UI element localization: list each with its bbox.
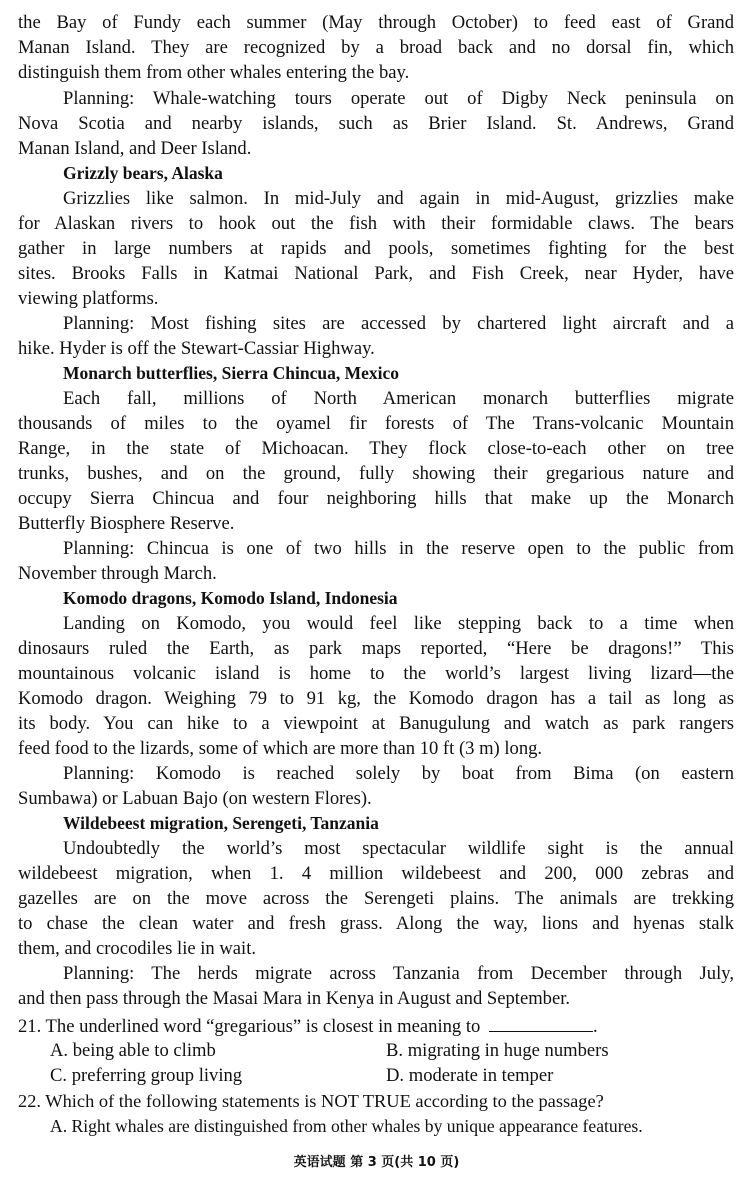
passage-line: Manan Island. They are recognized by a broad back and no dorsal fin, which [18,37,734,58]
option-21-a: A. being able to climb [50,1040,216,1061]
planning-line: Planning: Most fishing sites are accessed by chartered light aircraft and a [63,313,734,334]
passage-line: the Bay of Fundy each summer (May through October) to feed east of Grand [18,12,734,33]
section-heading: Grizzly bears, Alaska [63,163,223,183]
planning-line: Sumbawa) or Labuan Bajo (on western Flores). [18,788,372,809]
planning-line: hike. Hyder is off the Stewart-Cassiar Highway. [18,338,375,359]
passage-line: for Alaskan rivers to hook out the fish with their formidable claws. The bears [18,213,734,234]
planning-line: Nova Scotia and nearby islands, such as Brier Island. St. Andrews, Grand [18,113,734,134]
passage-line: Each fall, millions of North American monarch butterflies migrate [63,388,734,409]
question-22-stem: 22. Which of the following statements is NOT TRUE according to the passage? [18,1091,604,1111]
passage-line: thousands of miles to the oyamel fir forests of The Trans-volcanic Mountain [18,413,734,434]
planning-line: Planning: The herds migrate across Tanzania from December through July, [63,963,734,984]
planning-line: Manan Island, and Deer Island. [18,138,252,159]
planning-line: Planning: Komodo is reached solely by boat from Bima (on eastern [63,763,734,784]
passage-line: wildebeest migration, when 1. 4 million wildebeest and 200, 000 zebras and [18,863,734,884]
question-21-end: . [592,1016,598,1037]
passage-line: viewing platforms. [18,288,159,309]
passage-line: occupy Sierra Chincua and four neighboring hills that make up the Monarch [18,488,734,509]
passage-line: dinosaurs ruled the Earth, as park maps reported, “Here be dragons!” This [18,638,734,659]
option-21-d: D. moderate in temper [386,1065,554,1086]
option-21-b: B. migrating in huge numbers [386,1040,609,1061]
question-21-text: 21. The underlined word “gregarious” is closest in meaning to [18,1016,481,1037]
passage-line: sites. Brooks Falls in Katmai National Park, and Fish Creek, near Hyder, have [18,263,734,284]
option-22-a: A. Right whales are distinguished from other whales by unique appearance features. [50,1116,643,1136]
passage-line: gazelles are on the move across the Serengeti plains. The animals are trekking [18,888,734,909]
planning-line: Planning: Chincua is one of two hills in the reserve open to the public from [63,538,734,559]
answer-blank [489,1013,593,1032]
section-heading: Wildebeest migration, Serengeti, Tanzania [63,813,379,833]
section-heading: Komodo dragons, Komodo Island, Indonesia [63,588,398,608]
passage-line: Butterfly Biosphere Reserve. [18,513,235,534]
planning-line: Planning: Whale-watching tours operate out of Digby Neck peninsula on [63,88,734,109]
question-21-stem [18,1013,598,1039]
passage-line: Range, in the state of Michoacan. They flock close-to-each other on tree [18,438,734,459]
passage-line: Komodo dragon. Weighing 79 to 91 kg, the Komodo dragon has a tail as long as [18,688,734,709]
passage-line: to chase the clean water and fresh grass. Along the way, lions and hyenas stalk [18,913,734,934]
page-footer: 英语试题 第 3 页(共 10 页) [293,1155,460,1170]
section-heading: Monarch butterflies, Sierra Chincua, Mexico [63,363,400,383]
passage-line: its body. You can hike to a viewpoint at Banugulung and watch as park rangers [18,713,734,734]
passage-line: Grizzlies like salmon. In mid-July and again in mid-August, grizzlies make [63,188,734,209]
planning-line: November through March. [18,563,217,584]
passage-line: distinguish them from other whales entering the bay. [18,62,410,83]
passage-line: feed food to the lizards, some of which are more than 10 ft (3 m) long. [18,738,543,759]
passage-line: Landing on Komodo, you would feel like stepping back to a time when [63,613,734,634]
planning-line: and then pass through the Masai Mara in Kenya in August and September. [18,988,571,1009]
passage-line: them, and crocodiles lie in wait. [18,938,257,959]
passage-line: Undoubtedly the world’s most spectacular wildlife sight is the annual [63,838,734,859]
passage-line: mountainous volcanic island is home to the world’s largest living lizard—the [18,663,734,684]
passage-line: gather in large numbers at rapids and pools, sometimes fighting for the best [18,238,734,259]
option-21-c: C. preferring group living [50,1065,243,1086]
passage-line: trunks, bushes, and on the ground, fully showing their gregarious nature and [18,463,734,484]
